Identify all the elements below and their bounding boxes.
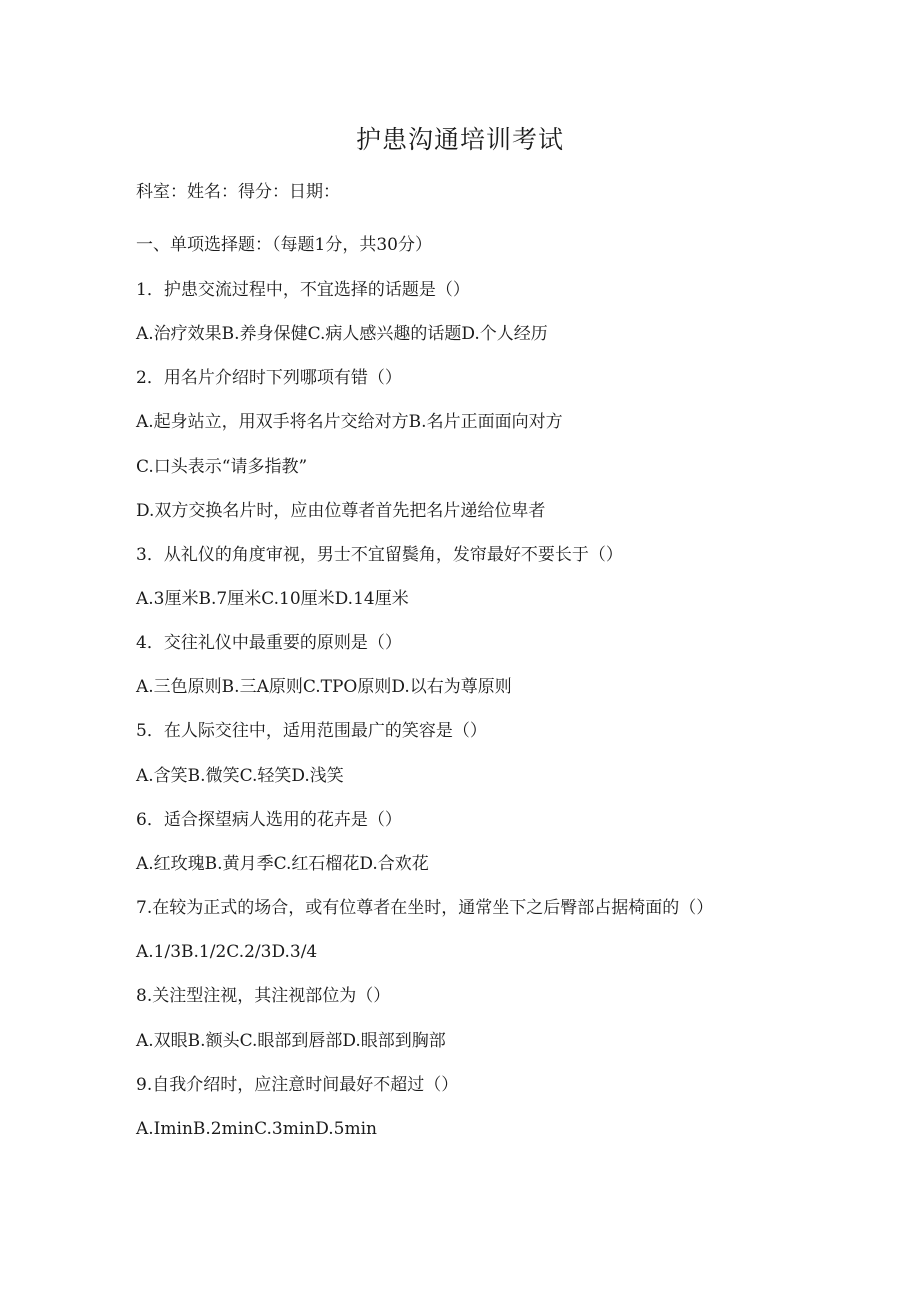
- question-2-option-d: D.双方交换名片时，应由位尊者首先把名片递给位卑者: [136, 501, 546, 521]
- question-9-stem: 9.自我介绍时，应注意时间最好不超过（）: [136, 1075, 459, 1095]
- question-8-options: A.双眼B.额头C.眼部到唇部D.眼部到胸部: [136, 1031, 446, 1051]
- question-2-stem: 2．用名片介绍时下列哪项有错（）: [136, 368, 402, 388]
- question-8-stem: 8.关注型注视，其注视部位为（）: [136, 986, 391, 1006]
- question-7-options: A.1/3B.1/2C.2/3D.3/4: [136, 942, 318, 962]
- question-4-options: A.三色原则B.三A原则C.TPO原则D.以右为尊原则: [136, 677, 512, 697]
- question-6-options: A.红玫瑰B.黄月季C.红石榴花D.合欢花: [136, 854, 429, 874]
- question-5-stem: 5．在人际交往中，适用范围最广的笑容是（）: [136, 721, 487, 741]
- question-4-stem: 4．交往礼仪中最重要的原则是（）: [136, 633, 402, 653]
- section-heading: 一、单项选择题：（每题1分，共30分）: [136, 235, 432, 255]
- question-3-options: A.3厘米B.7厘米C.10厘米D.14厘米: [136, 589, 409, 609]
- question-2-option-ab: A.起身站立，用双手将名片交给对方B.名片正面面向对方: [136, 412, 563, 432]
- exam-info-line: 科室：姓名：得分：日期：: [136, 182, 340, 202]
- exam-title: 护患沟通培训考试: [355, 125, 564, 154]
- question-2-option-c: C.口头表示“请多指教”: [136, 457, 308, 477]
- question-6-stem: 6．适合探望病人选用的花卉是（）: [136, 810, 402, 830]
- question-9-options: A.IminB.2minC.3minD.5min: [136, 1119, 377, 1139]
- question-1-stem: 1．护患交流过程中，不宜选择的话题是（）: [136, 280, 470, 300]
- question-3-stem: 3．从礼仪的角度审视，男士不宜留鬓角，发帘最好不要长于（）: [136, 545, 623, 565]
- question-1-options: A.治疗效果B.养身保健C.病人感兴趣的话题D.个人经历: [136, 324, 548, 344]
- question-7-stem: 7.在较为正式的场合，或有位尊者在坐时，通常坐下之后臀部占据椅面的（）: [136, 898, 714, 918]
- question-5-options: A.含笑B.微笑C.轻笑D.浅笑: [136, 766, 344, 786]
